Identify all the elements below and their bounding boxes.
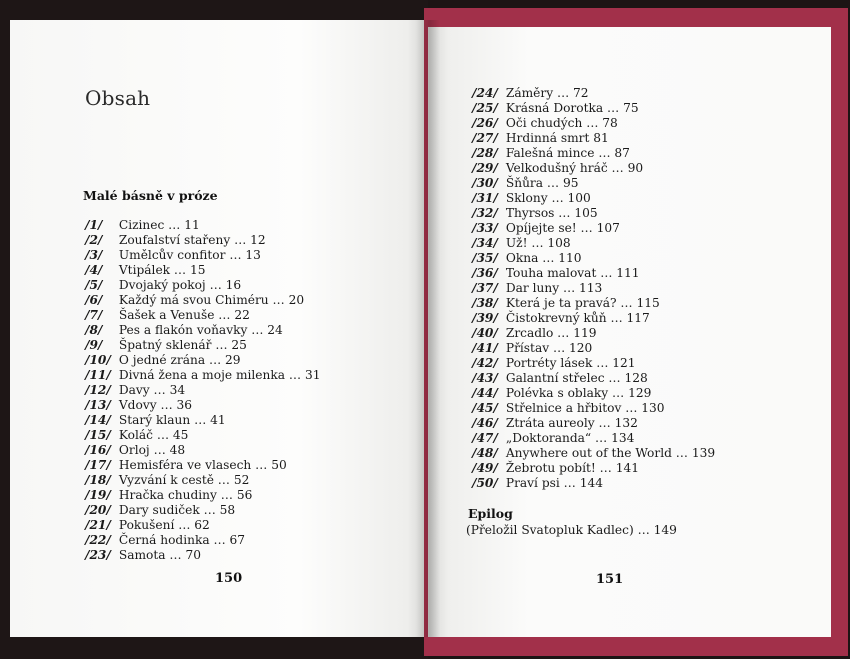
toc-list-right	[472, 86, 715, 491]
toc-entry-number: /39/	[472, 311, 498, 325]
toc-entry-number: /42/	[472, 356, 498, 370]
toc-entry-number: /35/	[472, 251, 498, 265]
toc-entry-title: Oči chudých … 78	[505, 116, 618, 130]
toc-entry-title: Ztráta aureoly … 132	[505, 416, 638, 430]
toc-entry-title: Špatný sklenář … 25	[118, 338, 247, 352]
toc-entry	[472, 416, 715, 431]
toc-entry	[85, 323, 320, 338]
toc-title: Obsah	[85, 86, 151, 110]
page-number-right: 151	[596, 572, 624, 587]
toc-entry-title: Hrdinná smrt 81	[505, 131, 609, 145]
toc-entry-title: Thyrsos … 105	[505, 206, 598, 220]
toc-entry-title: Pes a flakón voňavky … 24	[118, 323, 283, 337]
toc-entry-title: Přístav … 120	[505, 341, 593, 355]
toc-entry	[472, 86, 715, 101]
toc-entry	[472, 161, 715, 176]
toc-entry	[472, 401, 715, 416]
toc-entry	[85, 518, 320, 533]
toc-entry	[85, 398, 320, 413]
toc-entry-number: /49/	[472, 461, 498, 475]
toc-entry-title: Vyzvání k cestě … 52	[118, 473, 250, 487]
toc-entry-number: /17/	[85, 458, 111, 472]
toc-entry-title: Vtipálek … 15	[118, 263, 206, 277]
toc-entry	[85, 308, 320, 323]
toc-entry	[472, 431, 715, 446]
toc-entry-title: Hračka chudiny … 56	[118, 488, 253, 502]
toc-entry-title: Čistokrevný kůň … 117	[505, 311, 650, 325]
toc-entry-number: /25/	[472, 101, 498, 115]
toc-entry-title: Která je ta pravá? … 115	[505, 296, 660, 310]
toc-entry	[472, 281, 715, 296]
toc-entry	[472, 221, 715, 236]
toc-entry	[472, 191, 715, 206]
toc-entry-title: Vdovy … 36	[118, 398, 193, 412]
toc-entry-number: /12/	[85, 383, 111, 397]
translator-line: (Přeložil Svatopluk Kadlec) … 149	[466, 523, 677, 537]
toc-entry	[85, 533, 320, 548]
toc-entry	[472, 266, 715, 281]
toc-entry-number: /33/	[472, 221, 498, 235]
toc-entry-title: Zoufalství stařeny … 12	[118, 233, 266, 247]
toc-entry	[472, 311, 715, 326]
toc-entry-title: O jedné zrána … 29	[118, 353, 241, 367]
toc-entry-title: Žebrotu pobít! … 141	[505, 461, 639, 475]
toc-entry-title: Orloj … 48	[118, 443, 186, 457]
toc-entry-title: Portréty lásek … 121	[505, 356, 636, 370]
toc-entry-number: /23/	[85, 548, 111, 562]
toc-entry-title: Davy … 34	[118, 383, 186, 397]
toc-entry-title: Cizinec … 11	[118, 218, 200, 232]
toc-entry-number: /37/	[472, 281, 498, 295]
toc-entry-title: Dar luny … 113	[505, 281, 603, 295]
toc-entry	[472, 146, 715, 161]
toc-entry-title: Hemisféra ve vlasech … 50	[118, 458, 287, 472]
toc-entry-title: Opíjejte se! … 107	[505, 221, 620, 235]
toc-entry	[472, 356, 715, 371]
toc-entry	[472, 176, 715, 191]
toc-entry-number: /47/	[472, 431, 498, 445]
toc-entry-title: Falešná mince … 87	[505, 146, 630, 160]
toc-entry	[85, 383, 320, 398]
toc-entry	[85, 413, 320, 428]
toc-entry-title: Okna … 110	[505, 251, 582, 265]
toc-entry-number: /48/	[472, 446, 498, 460]
toc-entry-number: /45/	[472, 401, 498, 415]
toc-entry	[472, 461, 715, 476]
toc-entry-number: /5/	[85, 278, 103, 292]
toc-entry-number: /11/	[85, 368, 111, 382]
toc-entry-title: Už! … 108	[505, 236, 571, 250]
toc-entry	[85, 473, 320, 488]
toc-entry-number: /41/	[472, 341, 498, 355]
toc-entry-title: Krásná Dorotka … 75	[505, 101, 639, 115]
toc-entry-title: Anywhere out of the World … 139	[505, 446, 716, 460]
toc-entry-number: /14/	[85, 413, 111, 427]
toc-entry-title: Galantní střelec … 128	[505, 371, 648, 385]
toc-entry-title: Dvojaký pokoj … 16	[118, 278, 242, 292]
toc-entry-title: Šašek a Venuše … 22	[118, 308, 250, 322]
toc-entry	[472, 326, 715, 341]
toc-entry	[472, 116, 715, 131]
toc-entry-title: Divná žena a moje milenka … 31	[118, 368, 321, 382]
toc-entry-number: /10/	[85, 353, 111, 367]
toc-entry-number: /34/	[472, 236, 498, 250]
toc-entry	[472, 446, 715, 461]
toc-entry-number: /20/	[85, 503, 111, 517]
toc-entry-number: /46/	[472, 416, 498, 430]
toc-entry-number: /22/	[85, 533, 111, 547]
toc-entry-title: Střelnice a hřbitov … 130	[505, 401, 665, 415]
toc-entry	[85, 278, 320, 293]
toc-entry-number: /3/	[85, 248, 103, 262]
toc-entry	[85, 248, 320, 263]
toc-entry-number: /30/	[472, 176, 498, 190]
toc-entry-number: /18/	[85, 473, 111, 487]
toc-entry	[85, 218, 320, 233]
toc-entry	[85, 503, 320, 518]
toc-entry	[85, 263, 320, 278]
toc-entry-number: /24/	[472, 86, 498, 100]
toc-entry-number: /50/	[472, 476, 498, 490]
toc-list-left	[85, 218, 320, 563]
toc-entry-number: /7/	[85, 308, 103, 322]
toc-entry	[85, 353, 320, 368]
toc-entry-number: /31/	[472, 191, 498, 205]
toc-entry	[85, 443, 320, 458]
toc-entry-title: „Doktoranda“ … 134	[505, 431, 635, 445]
toc-entry-number: /8/	[85, 323, 103, 337]
toc-entry-number: /2/	[85, 233, 103, 247]
toc-entry	[85, 233, 320, 248]
toc-entry	[472, 206, 715, 221]
toc-entry-title: Každý má svou Chiméru … 20	[118, 293, 305, 307]
page-number-left: 150	[215, 571, 243, 586]
toc-entry-number: /16/	[85, 443, 111, 457]
toc-entry-title: Starý klaun … 41	[118, 413, 226, 427]
left-page	[10, 20, 424, 637]
section-heading: Malé básně v próze	[83, 188, 218, 203]
toc-entry	[472, 101, 715, 116]
toc-entry-number: /43/	[472, 371, 498, 385]
toc-entry-number: /27/	[472, 131, 498, 145]
toc-entry	[85, 293, 320, 308]
toc-entry-number: /28/	[472, 146, 498, 160]
toc-entry-title: Šňůra … 95	[505, 176, 579, 190]
toc-entry-title: Pokušení … 62	[118, 518, 210, 532]
toc-entry-number: /29/	[472, 161, 498, 175]
toc-entry	[472, 236, 715, 251]
toc-entry	[472, 386, 715, 401]
toc-entry	[85, 338, 320, 353]
toc-entry	[472, 296, 715, 311]
toc-entry-number: /26/	[472, 116, 498, 130]
toc-entry	[85, 488, 320, 503]
toc-entry	[472, 371, 715, 386]
toc-entry	[85, 548, 320, 563]
toc-entry-number: /13/	[85, 398, 111, 412]
toc-entry-title: Umělcův confitor … 13	[118, 248, 261, 262]
toc-entry-title: Sklony … 100	[505, 191, 591, 205]
toc-entry-number: /15/	[85, 428, 111, 442]
toc-entry-number: /21/	[85, 518, 111, 532]
book-spine-shadow	[416, 20, 440, 637]
toc-entry-title: Záměry … 72	[505, 86, 589, 100]
toc-entry-number: /32/	[472, 206, 498, 220]
toc-entry-title: Černá hodinka … 67	[118, 533, 246, 547]
toc-entry-number: /4/	[85, 263, 103, 277]
toc-entry-number: /40/	[472, 326, 498, 340]
toc-entry	[472, 251, 715, 266]
toc-entry-number: /44/	[472, 386, 498, 400]
toc-entry-number: /1/	[85, 218, 103, 232]
right-page	[428, 27, 831, 637]
toc-entry-title: Zrcadlo … 119	[505, 326, 597, 340]
toc-entry-title: Velkodušný hráč … 90	[505, 161, 644, 175]
toc-entry	[472, 131, 715, 146]
toc-entry	[85, 428, 320, 443]
toc-entry-title: Polévka s oblaky … 129	[505, 386, 652, 400]
toc-entry-number: /36/	[472, 266, 498, 280]
toc-entry-title: Touha malovat … 111	[505, 266, 640, 280]
toc-entry-title: Dary sudiček … 58	[118, 503, 236, 517]
epilog-heading: Epilog	[468, 506, 513, 521]
toc-entry	[85, 458, 320, 473]
toc-entry	[85, 368, 320, 383]
toc-entry-title: Koláč … 45	[118, 428, 189, 442]
toc-entry-title: Praví psi … 144	[505, 476, 603, 490]
toc-entry	[472, 476, 715, 491]
toc-entry	[472, 341, 715, 356]
toc-entry-number: /6/	[85, 293, 103, 307]
toc-entry-number: /9/	[85, 338, 103, 352]
toc-entry-number: /38/	[472, 296, 498, 310]
toc-entry-number: /19/	[85, 488, 111, 502]
toc-entry-title: Samota … 70	[118, 548, 201, 562]
